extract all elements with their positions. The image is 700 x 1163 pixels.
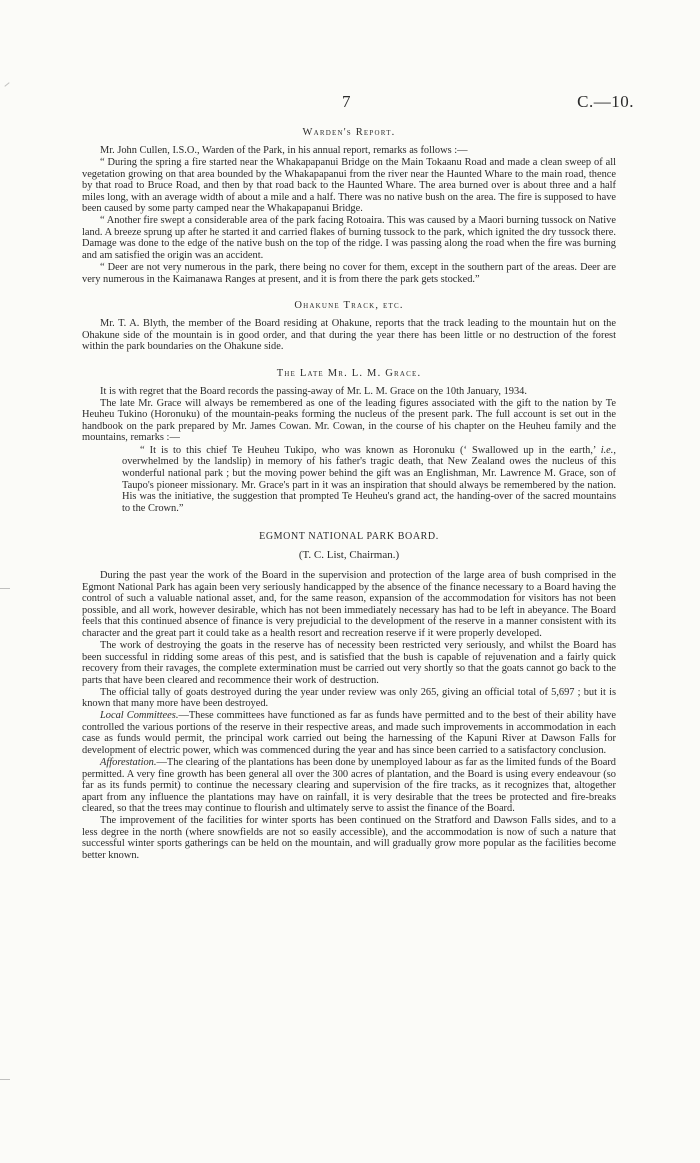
paragraph: Mr. T. A. Blyth, the member of the Board residing at Ohakune, reports that the track leading to the mountain hut on the Ohakune side of the mountain is in good order, and that during the year there has been little or no destruction of the forest within the park boundaries on the Ohakune side. xyxy=(82,318,616,353)
paragraph: The official tally of goats destroyed during the year under review was only 265, giving an official total of 5,697 ; but it is known that many more have been destroyed. xyxy=(82,686,616,710)
quote-text: “ It is to this chief Te Heuheu Tukipo, who was known as Horonuku (‘ Swallowed up in the earth,’ xyxy=(140,444,601,456)
paragraph: It is with regret that the Board records the passing-away of Mr. L. M. Grace on the 10th January, 1934. xyxy=(100,385,527,397)
section-heading-late-mr-grace: The Late Mr. L. M. Grace. xyxy=(276,367,422,379)
run-in-heading: Local Committees. xyxy=(100,710,179,722)
paragraph-local-committees xyxy=(82,710,616,756)
scan-margin-mark xyxy=(4,82,9,87)
paragraph: During the past year the work of the Board in the supervision and protection of the large area of bush comprised in the Egmont National Park has again been very seriously handicapped by the absence of the finance necessary to a Board having the control of such a valuable national asset, and, for the same reason, expansion of the accommodation for visitors has not been possible, and all work, however desirable, which has not been immediately necessary has had to be left in abeyance. The Board feels that this continued absence of finance is very prejudicial to the development of the reserve in a manner consistent with its character and the great part it could take as a health resort and recreation reserve if it were properly developed. xyxy=(82,570,616,639)
paragraph: “ During the spring a fire started near the Whakapapanui Bridge on the Main Tokaanu Road and made a clean sweep of all vegetation growing on that area bounded by the Whakapapanui from the river near the Haunted Whare to the main road, thence by that road to Bruce Road, and then by that road back to the Haunted Whare. The area burned over is about three and a half miles long, with an average width of about a mile and a half. There was no native bush on the area. The fire is supposed to have been caused by some party camped near the Whakapapanui Bridge. xyxy=(82,157,616,215)
paragraph: The late Mr. Grace will always be remembered as one of the leading figures associated with the gift to the nation by Te Heuheu Tukino (Horonuku) of the mountain-peaks forming the nucleus of the present park. The full account is set out in the handbook on the park prepared by Mr. James Cowan. Mr. Cowan, in the course of his chapter on the Heuheu family and the mountains, remarks :— xyxy=(82,397,616,444)
paragraph-text: —The clearing of the plantations has been done by unemployed labour as far as the limited funds of the Board permitted. A very fine growth has been general all over the 300 acres of plantation, and the Board is using every endeavour (so far as its funds permit) to continue the necessary clearing and supervision of the fire tracks, as it recognizes that, altogether apart from any influence the plantations may have on rainfall, it is very desirable that the trees be protected and fire-breaks cleared, so that the trees may continue to flourish and ultimately serve to assist the finance of the Board. xyxy=(82,756,616,815)
paragraph: The improvement of the facilities for winter sports has been continued on the Stratford and Dawson Falls sides, and to a less degree in the north (where snowfields are not so easily accessible), and the accommodation is now of such a nature that successful winter sports gatherings can be held on the mountain, and will gradually grow more popular as the facilities become better known. xyxy=(82,815,616,861)
page-body xyxy=(82,124,616,861)
section-heading-wardens-report: Warden's Report. xyxy=(302,127,396,138)
paragraph: “ Another fire swept a considerable area of the park facing Rotoaira. This was caused by a Maori burning tussock on Native land. A breeze sprung up after he started it and carried flakes of burning tussock to the park, which ignited the dry tussock there. Damage was done to the edge of the native bush on the top of the ridge. I was passing along the road when the fire was burning and am satisfied the origin was an accident. xyxy=(82,215,616,261)
paragraph-text: —These committees have functioned as far as funds have permitted and to the best of their ability have controlled the various portions of the reserve in their respective areas, and made such improvements in accommodation in each case as funds would permit, the principal work carried out being the harnessing of the Kapuni River at Dawson Falls for development of electric power, which was commenced during the year and has since been carried to a satisfactory conclusion. xyxy=(82,710,616,756)
paragraph: “ Deer are not very numerous in the park, there being no cover for them, except in the southern part of the areas. Deer are very numerous in the Kaimanawa Ranges at present, and it is from there the park gets stocked.” xyxy=(82,261,616,285)
board-chairman: (T. C. List, Chairman.) xyxy=(298,549,400,562)
page-header xyxy=(0,92,700,116)
section-heading-egmont-board: EGMONT NATIONAL PARK BOARD. xyxy=(259,531,439,543)
scan-margin-mark xyxy=(0,1079,10,1080)
quote-text: , overwhelmed by the landslip) in memory of his father's tragic death, that New Zealand owes the nucleus of this wonderful national park ; but the moving power behind the gift was an Englishman, Mr. Lawrence M. Grace, son of Taupo's pioneer missionary. Mr. Grace's part in it was an inspiration that should always be remembered by the nation. His was the initiative, the suggestion that prompted Te Heuheu's grand act, the handing-over of the sacred mountains to the Crown.” xyxy=(122,444,616,514)
quote-abbreviation: i.e. xyxy=(600,444,614,456)
paragraph-afforestation xyxy=(82,757,616,815)
section-heading-ohakune-track: Ohakune Track, etc. xyxy=(294,300,404,312)
page-number: 7 xyxy=(342,92,351,111)
scan-margin-mark xyxy=(0,588,10,589)
paragraph: The work of destroying the goats in the reserve has of necessity been restricted very seriously, and whilst the Board has been successful in ridding some areas of this pest, and is satisfied that the bush is capable of rejuvenation and a fairly quick recovery from their ravages, the complete extermination must be carried out very shortly so that the goats cannot go back to the parts that have been cleared and recommence their work of destruction. xyxy=(82,640,616,686)
document-reference: C.—10. xyxy=(577,92,634,111)
run-in-heading: Afforestation. xyxy=(100,756,157,768)
paragraph: Mr. John Cullen, I.S.O., Warden of the Park, in his annual report, remarks as follows :— xyxy=(100,145,468,156)
block-quote xyxy=(122,445,616,514)
